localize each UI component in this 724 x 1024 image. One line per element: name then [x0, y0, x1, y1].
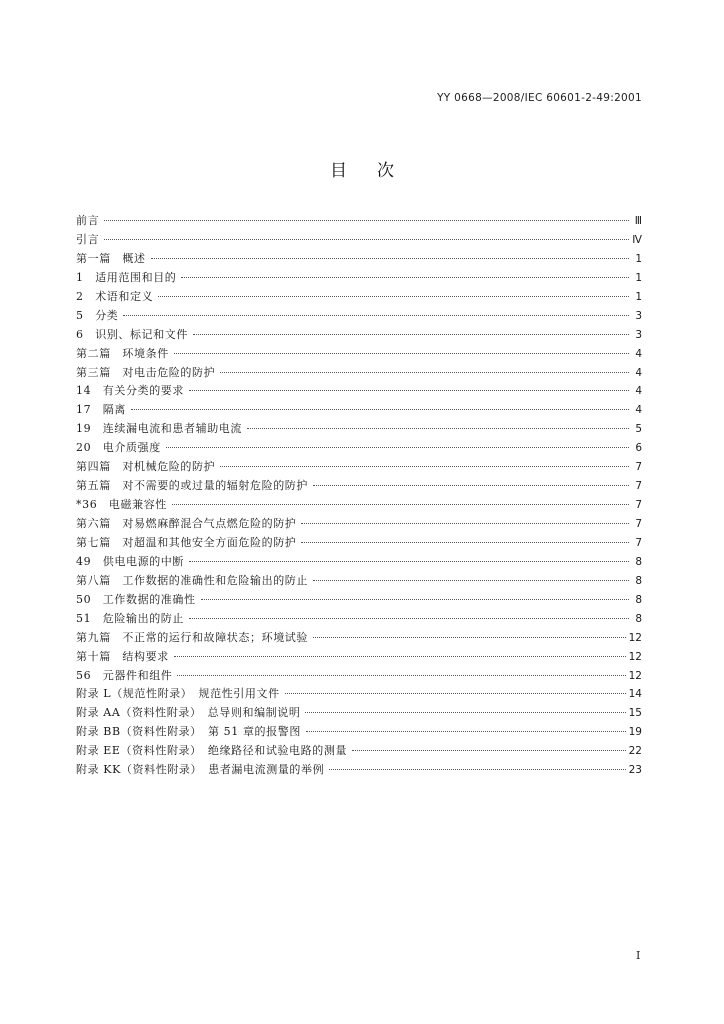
toc-entry-page: 12 — [628, 650, 642, 663]
toc-entry-label: 引言 — [76, 232, 100, 246]
dot-leader — [189, 390, 629, 391]
dot-leader — [151, 258, 629, 259]
toc-entry-page: 4 — [635, 404, 642, 417]
toc-entry-label: 19 连续漏电流和患者辅助电流 — [76, 422, 242, 436]
toc-entry[interactable] — [76, 401, 642, 420]
dot-leader — [104, 220, 629, 221]
dot-leader — [172, 504, 629, 505]
toc-entry[interactable] — [76, 269, 642, 288]
toc-entry[interactable] — [76, 477, 642, 496]
toc-entry[interactable] — [76, 534, 642, 553]
toc-entry-page: 3 — [635, 328, 642, 341]
toc-entry[interactable] — [76, 704, 642, 723]
toc-entry[interactable] — [76, 572, 642, 591]
toc-entry-label: 第五篇 对不需要的或过量的辐射危险的防护 — [76, 479, 308, 493]
toc-entry-page: 22 — [628, 745, 642, 758]
toc-entry-page: 8 — [635, 612, 642, 625]
toc-entry-page: 5 — [635, 423, 642, 436]
toc-entry-label: 1 适用范围和目的 — [76, 270, 177, 284]
toc-entry-label: 17 隔离 — [76, 403, 126, 417]
dot-leader — [306, 731, 626, 732]
toc-entry-page: 1 — [635, 271, 642, 284]
dot-leader — [181, 277, 629, 278]
toc-entry[interactable] — [76, 382, 642, 401]
dot-leader — [131, 409, 629, 410]
toc-entry-page: 7 — [635, 536, 642, 549]
toc-entry[interactable] — [76, 629, 642, 648]
dot-leader — [313, 580, 629, 581]
dot-leader — [189, 561, 629, 562]
dot-leader — [329, 769, 625, 770]
dot-leader — [123, 315, 629, 316]
toc-entry-page: 8 — [635, 574, 642, 587]
toc-entry-label: 第十篇 结构要求 — [76, 649, 169, 663]
toc-entry-label: 附录 KK（资料性附录） 患者漏电流测量的举例 — [76, 763, 325, 777]
toc-entry-label: 附录 EE（资料性附录） 绝缘路径和试验电路的测量 — [76, 744, 348, 758]
toc-entry-page: 12 — [628, 631, 642, 644]
standard-number-header: YY 0668—2008/IEC 60601-2-49:2001 — [437, 92, 642, 104]
toc-entry-page: Ⅳ — [632, 233, 642, 246]
toc-entry[interactable] — [76, 496, 642, 515]
toc-entry-page: 7 — [635, 518, 642, 530]
toc-entry[interactable] — [76, 288, 642, 307]
toc-entry-page: 1 — [635, 290, 642, 303]
dot-leader — [174, 656, 626, 657]
toc-entry[interactable] — [76, 648, 642, 667]
toc-entry[interactable] — [76, 610, 642, 629]
toc-entry[interactable] — [76, 591, 642, 610]
dot-leader — [313, 637, 626, 638]
toc-entry[interactable] — [76, 667, 642, 686]
toc-entry[interactable] — [76, 326, 642, 345]
toc-entry-label: 附录 BB（资料性附录） 第 51 章的报警图 — [76, 725, 301, 739]
table-of-contents — [76, 212, 642, 780]
toc-entry-page: 4 — [635, 347, 642, 360]
toc-entry[interactable] — [76, 231, 642, 250]
toc-entry-label: 14 有关分类的要求 — [76, 384, 184, 398]
toc-entry[interactable] — [76, 420, 642, 439]
dot-leader — [301, 523, 629, 524]
toc-entry-page: 7 — [635, 499, 642, 512]
dot-leader — [313, 485, 629, 486]
toc-entry-label: 49 供电电源的中断 — [76, 554, 184, 568]
toc-entry-label: 5 分类 — [76, 308, 119, 322]
toc-entry-page: 1 — [635, 252, 642, 265]
toc-entry[interactable] — [76, 685, 642, 704]
dot-leader — [166, 447, 629, 448]
toc-entry-label: 附录 L（规范性附录） 规范性引用文件 — [76, 687, 280, 701]
dot-leader — [247, 428, 629, 429]
toc-entry-page: 19 — [628, 726, 642, 739]
toc-entry-page: 14 — [628, 688, 642, 701]
toc-entry-label: 2 术语和定义 — [76, 289, 154, 303]
toc-entry-label: 51 危险输出的防止 — [76, 611, 184, 625]
toc-entry[interactable] — [76, 439, 642, 458]
toc-entry-page: 12 — [628, 669, 642, 682]
page-number: I — [636, 949, 641, 962]
toc-entry-label: 6 识别、标记和文件 — [76, 327, 188, 341]
toc-entry[interactable] — [76, 458, 642, 477]
dot-leader — [177, 675, 625, 676]
toc-entry[interactable] — [76, 553, 642, 572]
toc-entry-page: 3 — [635, 309, 642, 322]
dot-leader — [305, 712, 625, 713]
page-title: 目次 — [330, 161, 424, 181]
toc-entry-page: 6 — [635, 442, 642, 455]
toc-entry-label: 第八篇 工作数据的准确性和危险输出的防止 — [76, 573, 308, 587]
dot-leader — [220, 466, 629, 467]
toc-entry[interactable] — [76, 212, 642, 231]
toc-entry-page: 7 — [635, 461, 642, 474]
toc-entry-page: 4 — [635, 385, 642, 398]
toc-entry-page: 7 — [635, 480, 642, 493]
toc-entry[interactable] — [76, 742, 642, 761]
dot-leader — [285, 693, 626, 694]
dot-leader — [104, 239, 629, 240]
toc-entry-label: 第三篇 对电击危险的防护 — [76, 365, 216, 379]
toc-entry[interactable] — [76, 723, 642, 742]
toc-entry-label: 20 电介质强度 — [76, 441, 161, 455]
toc-entry-label: 第七篇 对超温和其他安全方面危险的防护 — [76, 535, 297, 549]
toc-entry-label: 第二篇 环境条件 — [76, 346, 169, 360]
toc-entry[interactable] — [76, 345, 642, 364]
dot-leader — [174, 353, 629, 354]
toc-entry-page: 23 — [628, 764, 642, 777]
toc-entry-label: 第九篇 不正常的运行和故障状态；环境试验 — [76, 630, 308, 644]
toc-entry-label: *36 电磁兼容性 — [76, 498, 167, 512]
toc-entry-page: 4 — [635, 366, 642, 379]
toc-entry-page: 8 — [635, 555, 642, 568]
dot-leader — [301, 542, 629, 543]
toc-entry-page: Ⅲ — [634, 215, 642, 227]
toc-entry-label: 50 工作数据的准确性 — [76, 592, 196, 606]
dot-leader — [189, 618, 629, 619]
toc-entry[interactable] — [76, 250, 642, 269]
dot-leader — [352, 750, 626, 751]
toc-entry-label: 第六篇 对易燃麻醉混合气点燃危险的防护 — [76, 517, 297, 530]
toc-entry-label: 前言 — [76, 214, 100, 227]
dot-leader — [158, 296, 629, 297]
dot-leader — [201, 599, 629, 600]
dot-leader — [193, 334, 629, 335]
toc-entry-page: 15 — [628, 707, 642, 720]
toc-entry[interactable] — [76, 515, 642, 534]
toc-entry-page: 8 — [635, 593, 642, 606]
toc-entry-label: 第一篇 概述 — [76, 251, 146, 265]
toc-entry-label: 附录 AA（资料性附录） 总导则和编制说明 — [76, 706, 301, 720]
toc-entry[interactable] — [76, 307, 642, 326]
toc-entry[interactable] — [76, 364, 642, 383]
toc-entry-label: 56 元器件和组件 — [76, 668, 173, 682]
dot-leader — [220, 372, 629, 373]
toc-entry[interactable] — [76, 761, 642, 780]
toc-entry-label: 第四篇 对机械危险的防护 — [76, 460, 216, 474]
